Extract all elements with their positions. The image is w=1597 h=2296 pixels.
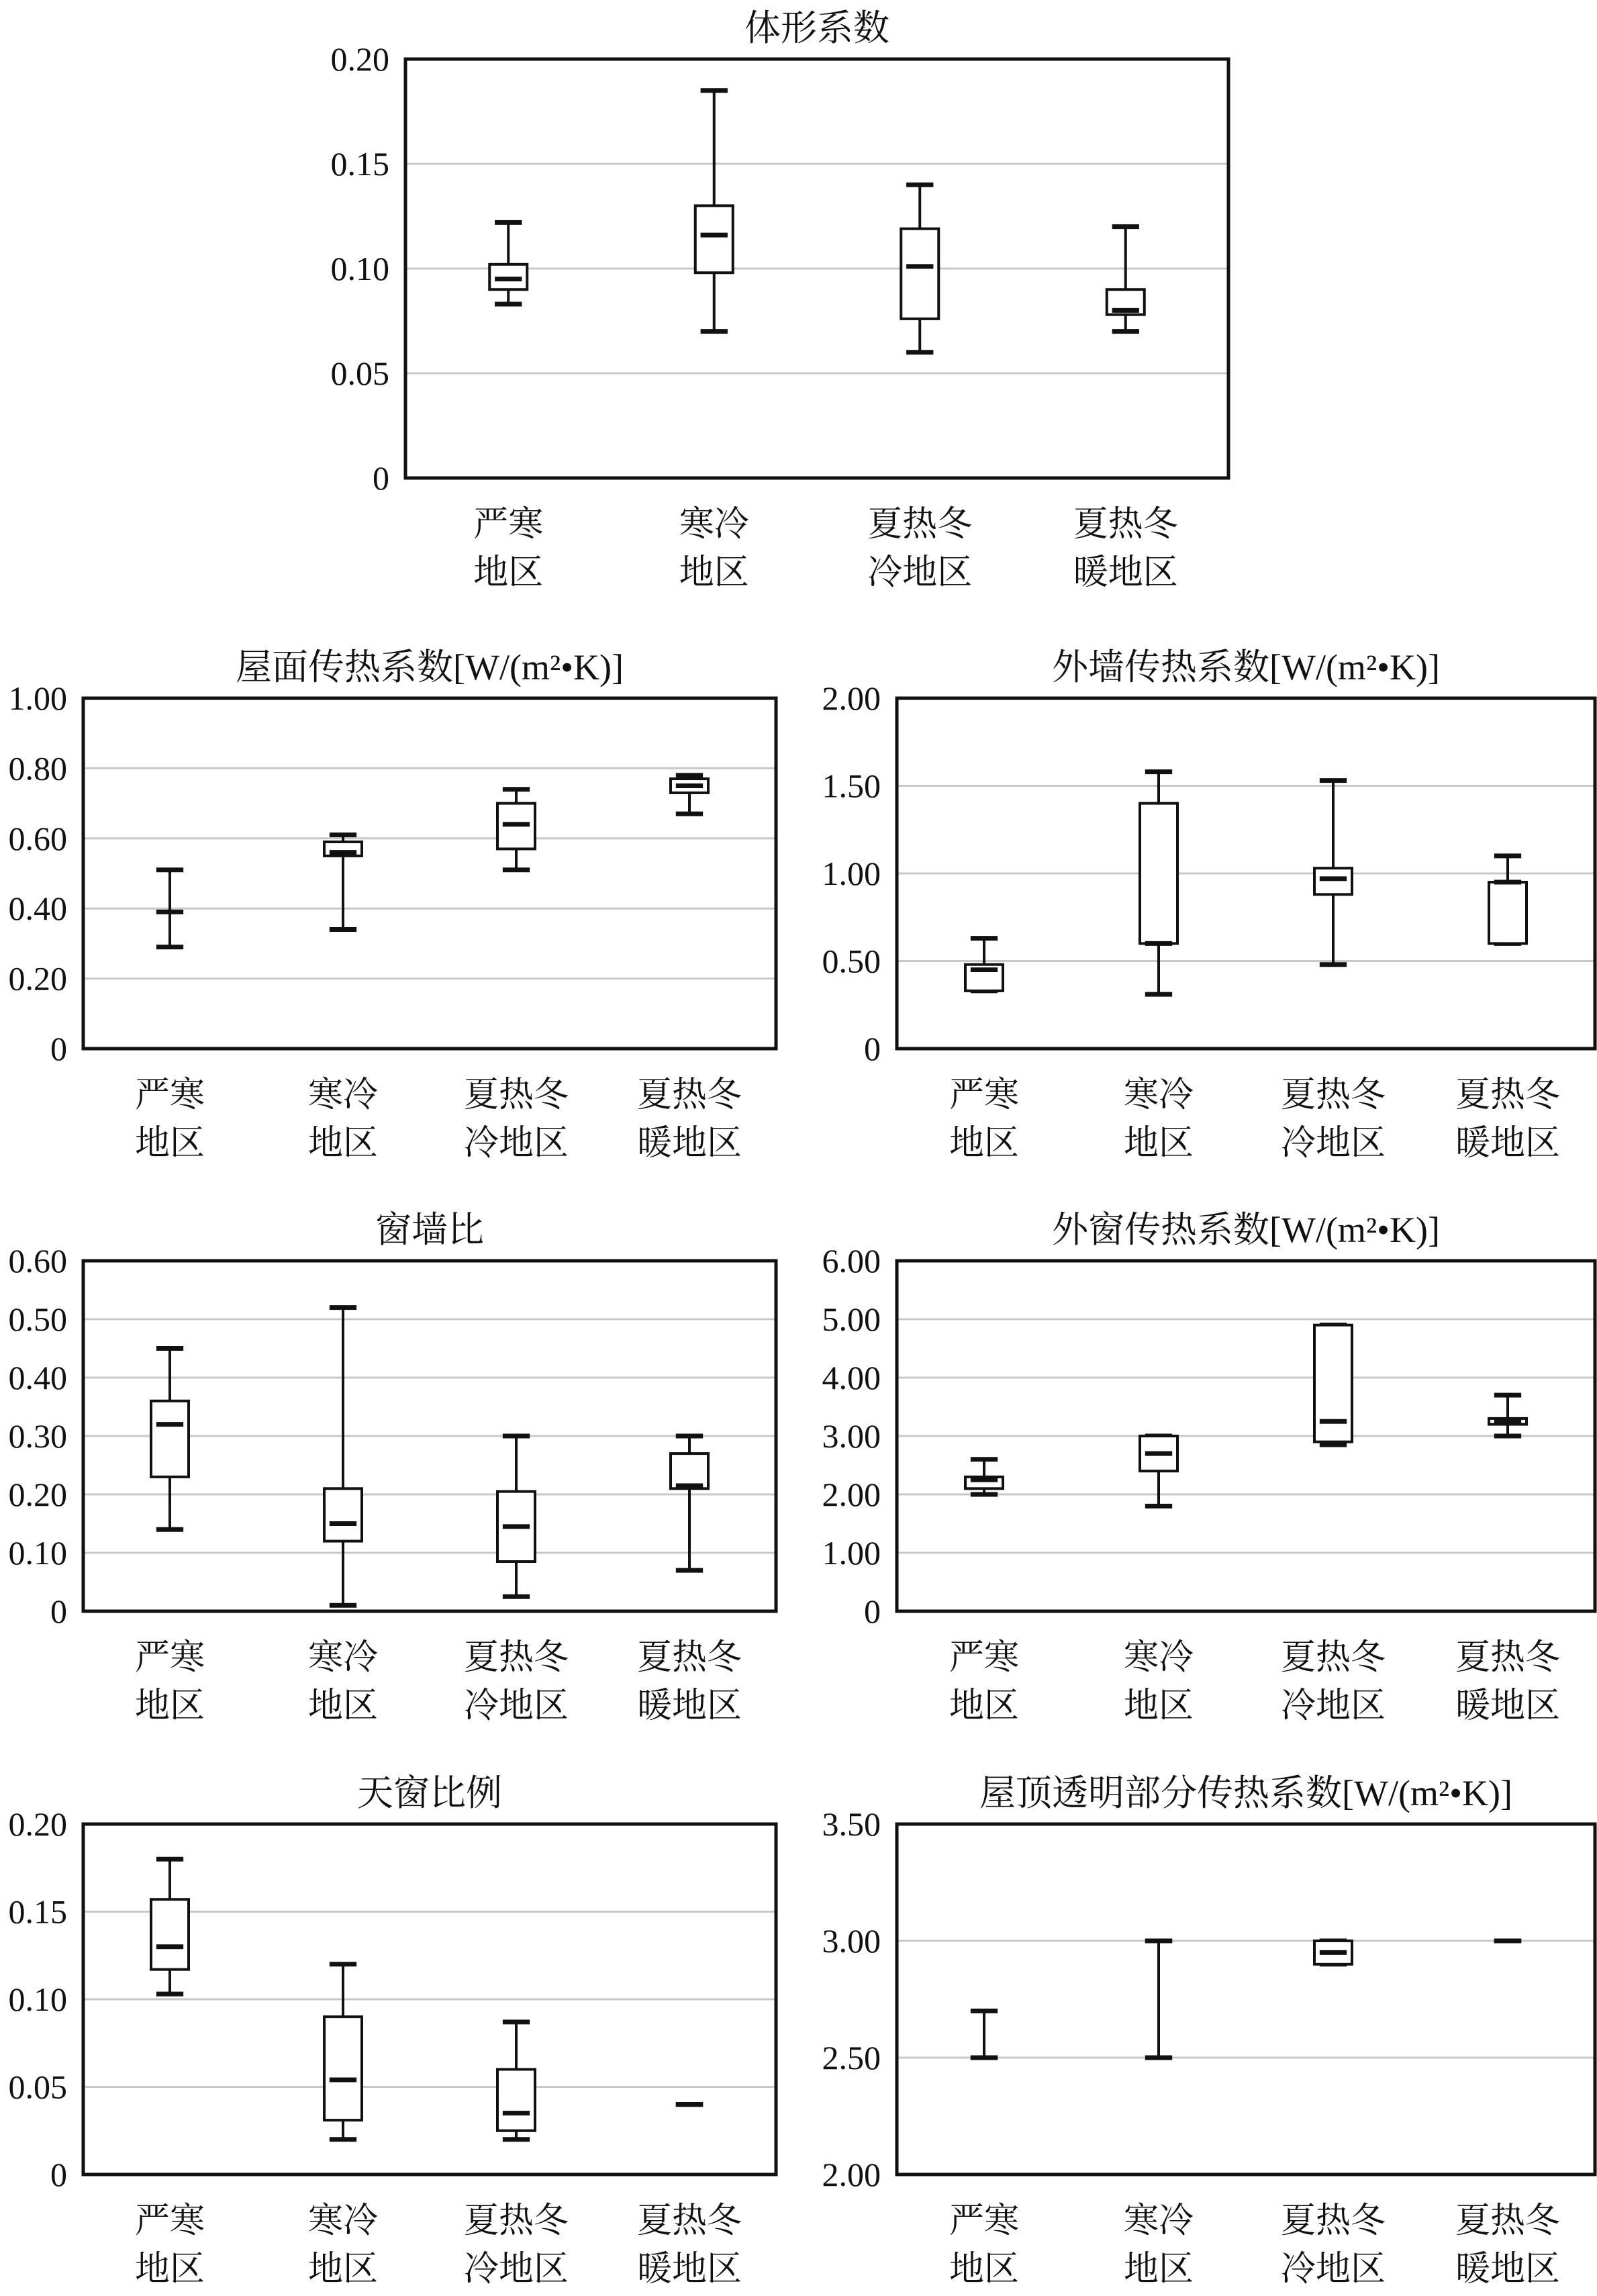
y-tick-label: 3.00 [822, 1417, 881, 1455]
chart-panel-7 [822, 1773, 1596, 2289]
x-category-label: 严寒 [473, 504, 544, 544]
box-plot-item [965, 1460, 1003, 1494]
x-category-label: 暖地区 [636, 1686, 742, 1726]
x-category-label: 寒冷 [1123, 1075, 1194, 1115]
y-tick-label: 0 [50, 1592, 67, 1630]
iqr-box [151, 1401, 189, 1477]
x-category-label: 夏热冬 [1280, 1637, 1386, 1678]
y-tick-label: 0.15 [8, 1893, 67, 1931]
box-plot-item [1314, 1941, 1352, 1964]
y-tick-label: 0.30 [8, 1417, 67, 1455]
y-tick-label: 0.60 [8, 819, 67, 857]
box-plot-item [324, 1964, 362, 2140]
iqr-box [151, 1899, 189, 1969]
x-category-label: 夏热冬 [636, 2201, 742, 2241]
chart-panel-2 [9, 647, 777, 1163]
y-tick-label: 0.20 [330, 40, 389, 78]
y-tick-label: 1.00 [822, 1534, 881, 1572]
x-category-label: 冷地区 [463, 2249, 569, 2289]
y-tick-label: 0.20 [8, 959, 67, 998]
iqr-box [1314, 1325, 1352, 1442]
x-category-label: 暖地区 [1073, 553, 1178, 593]
chart-title: 外墙传热系数[W/(m²•K)] [1052, 647, 1440, 687]
box-plot-item [151, 1349, 189, 1530]
y-tick-label: 0.50 [822, 942, 881, 980]
box-plot-item [489, 222, 527, 304]
box-plot-item [151, 1859, 189, 1994]
y-tick-label: 1.00 [8, 679, 67, 717]
x-category-label: 严寒 [134, 2201, 205, 2241]
x-category-label: 暖地区 [636, 1123, 742, 1163]
x-category-label: 地区 [307, 1123, 379, 1163]
x-category-label: 夏热冬 [463, 1637, 569, 1678]
box-plot-item [695, 91, 733, 332]
y-tick-label: 0.10 [8, 1534, 67, 1572]
y-tick-label: 0 [373, 459, 389, 497]
box-plot-item [497, 1436, 535, 1596]
x-category-label: 暖地区 [1455, 1686, 1561, 1726]
box-plot-item [901, 185, 938, 352]
box-plot-item [671, 1436, 708, 1570]
x-category-label: 地区 [949, 2249, 1020, 2289]
x-category-label: 夏热冬 [1455, 1637, 1561, 1678]
x-category-label: 地区 [134, 2249, 205, 2289]
x-category-label: 地区 [1123, 1123, 1194, 1163]
x-category-label: 冷地区 [1280, 2249, 1386, 2289]
x-category-label: 地区 [134, 1686, 205, 1726]
x-category-label: 寒冷 [679, 504, 749, 544]
x-category-label: 地区 [473, 553, 544, 593]
iqr-box [497, 2069, 535, 2130]
x-category-label: 地区 [1123, 2249, 1194, 2289]
x-category-label: 冷地区 [463, 1123, 569, 1163]
plot-frame [897, 1824, 1595, 2174]
x-category-label: 地区 [679, 553, 749, 593]
y-tick-label: 0.05 [8, 2068, 67, 2106]
x-category-label: 夏热冬 [1455, 2201, 1561, 2241]
x-category-label: 寒冷 [307, 2201, 379, 2241]
chart-panel-5 [822, 1210, 1596, 1726]
box-plot-item [971, 2011, 998, 2058]
chart-title: 屋顶透明部分传热系数[W/(m²•K)] [979, 1773, 1512, 1813]
x-category-label: 暖地区 [1455, 1123, 1561, 1163]
y-tick-label: 1.50 [822, 767, 881, 805]
y-tick-label: 2.00 [822, 1476, 881, 1513]
box-plot-item [965, 939, 1003, 991]
y-tick-label: 3.00 [822, 1922, 881, 1960]
y-tick-label: 2.50 [822, 2039, 881, 2076]
iqr-box [1489, 882, 1527, 943]
y-tick-label: 0 [50, 2156, 67, 2193]
y-tick-label: 0.60 [8, 1242, 67, 1280]
y-tick-label: 0.15 [330, 145, 389, 183]
x-category-label: 严寒 [134, 1075, 205, 1115]
x-category-label: 夏热冬 [1455, 1075, 1561, 1115]
box-plot-item [1107, 227, 1145, 332]
chart-panel-4 [9, 1210, 777, 1726]
y-tick-label: 0.20 [8, 1805, 67, 1843]
x-category-label: 寒冷 [1123, 1637, 1194, 1678]
y-tick-label: 0.40 [8, 890, 67, 928]
x-category-label: 地区 [307, 2249, 379, 2289]
x-category-label: 夏热冬 [1073, 504, 1178, 544]
x-category-label: 暖地区 [1455, 2249, 1561, 2289]
chart-panel-6 [9, 1773, 777, 2289]
x-category-label: 夏热冬 [1280, 2201, 1386, 2241]
y-tick-label: 5.00 [822, 1300, 881, 1338]
box-plot-item [1489, 1395, 1527, 1436]
iqr-box [1140, 804, 1177, 944]
x-category-label: 冷地区 [463, 1686, 569, 1726]
iqr-box [324, 1488, 362, 1541]
box-plot-item [497, 2022, 535, 2140]
x-category-label: 严寒 [949, 1637, 1020, 1678]
y-tick-label: 0.20 [8, 1476, 67, 1513]
y-tick-label: 4.00 [822, 1359, 881, 1396]
y-tick-label: 0.40 [8, 1359, 67, 1396]
iqr-box [324, 2017, 362, 2120]
plot-frame [83, 698, 776, 1049]
iqr-box [901, 229, 938, 319]
y-tick-label: 0 [50, 1030, 67, 1067]
y-tick-label: 0.50 [8, 1300, 67, 1338]
x-category-label: 暖地区 [636, 2249, 742, 2289]
box-plot-item [1314, 1325, 1352, 1445]
x-category-label: 冷地区 [1280, 1123, 1386, 1163]
y-tick-label: 0.05 [330, 354, 389, 392]
box-plot-item [671, 775, 708, 814]
box-plot-item [1314, 781, 1352, 965]
chart-panel-1 [331, 8, 1229, 593]
x-category-label: 夏热冬 [1280, 1075, 1386, 1115]
x-category-label: 严寒 [134, 1637, 205, 1678]
y-tick-label: 0.10 [330, 250, 389, 287]
box-plot-item [497, 790, 535, 870]
y-tick-label: 2.00 [822, 679, 881, 717]
y-tick-label: 0.10 [8, 1980, 67, 2018]
y-tick-label: 6.00 [822, 1242, 881, 1280]
x-category-label: 地区 [1123, 1686, 1194, 1726]
x-category-label: 冷地区 [1280, 1686, 1386, 1726]
y-tick-label: 0 [864, 1592, 881, 1630]
x-category-label: 地区 [134, 1123, 205, 1163]
box-plot-item [1140, 1436, 1177, 1506]
x-category-label: 冷地区 [867, 553, 973, 593]
chart-title: 体形系数 [744, 8, 889, 48]
box-plot-item [324, 1308, 362, 1606]
box-plot-item [1489, 856, 1527, 944]
chart-title: 外窗传热系数[W/(m²•K)] [1052, 1210, 1440, 1250]
x-category-label: 地区 [949, 1123, 1020, 1163]
x-category-label: 夏热冬 [636, 1637, 742, 1678]
iqr-box [695, 205, 733, 273]
x-category-label: 严寒 [949, 1075, 1020, 1115]
x-category-label: 寒冷 [307, 1637, 379, 1678]
y-tick-label: 0 [864, 1030, 881, 1067]
x-category-label: 地区 [949, 1686, 1020, 1726]
x-category-label: 夏热冬 [636, 1075, 742, 1115]
box-plot-item [324, 835, 362, 930]
iqr-box [1314, 868, 1352, 894]
y-tick-label: 3.50 [822, 1805, 881, 1843]
y-tick-label: 2.00 [822, 2156, 881, 2193]
chart-title: 天窗比例 [357, 1773, 502, 1813]
x-category-label: 夏热冬 [867, 504, 973, 544]
x-category-label: 夏热冬 [463, 2201, 569, 2241]
x-category-label: 地区 [307, 1686, 379, 1726]
y-tick-label: 1.00 [822, 855, 881, 892]
chart-panel-3 [822, 647, 1596, 1163]
chart-title: 窗墙比 [375, 1210, 484, 1250]
chart-title: 屋面传热系数[W/(m²•K)] [236, 647, 624, 687]
y-tick-label: 0.80 [8, 749, 67, 787]
box-plot-item [1145, 1941, 1172, 2058]
x-category-label: 严寒 [949, 2201, 1020, 2241]
x-category-label: 夏热冬 [463, 1075, 569, 1115]
x-category-label: 寒冷 [307, 1075, 379, 1115]
x-category-label: 寒冷 [1123, 2201, 1194, 2241]
